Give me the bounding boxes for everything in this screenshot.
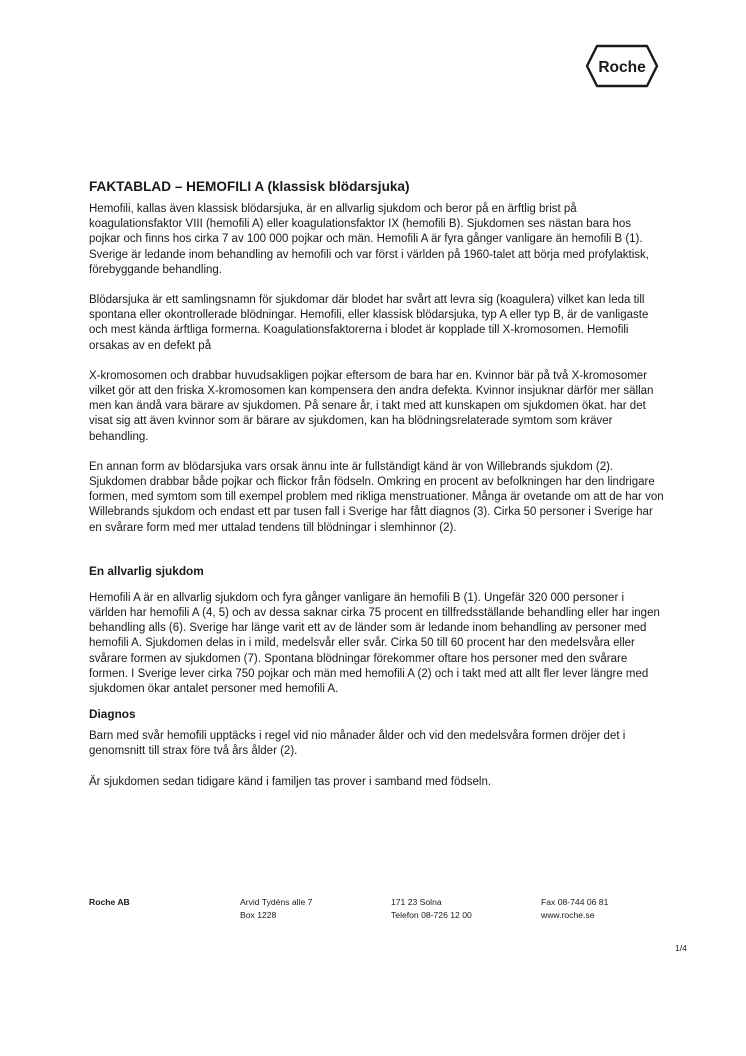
roche-logo-hexagon-icon bbox=[585, 44, 659, 88]
footer-city-phone bbox=[391, 896, 472, 921]
diagnos-paragraph-1: Barn med svår hemofili upptäcks i regel vid nio månader ålder och vid den medelsvåra formen dröjer det i genomsnitt till strax före två års ålder (2). bbox=[89, 730, 626, 758]
footer-address-box: Box 1228 bbox=[240, 909, 277, 920]
intro-paragraph-1: Hemofili, kallas även klassisk blödarsjuka, är en allvarlig sjukdom och beror på en ärftlig brist på koagulationsfaktor VIII (hemofili A) eller koagulationsfaktor IX (hemofili B). Sjukdomen ses nästan bara hos pojkar och finns hos cirka 7 av 100 000 pojkar och män. Hemofili A är fyra gånger vanligare än hemofili B (1). Sverige är ledande inom behandling av hemofili och var först i världen på 1960-talet att börja med profylaktisk, förebyggande behandling. bbox=[89, 203, 649, 276]
page-title: FAKTABLAD – HEMOFILI A (klassisk blödarsjuka) bbox=[89, 179, 410, 194]
footer-address-street: Arvid Tydéns alle 7 bbox=[240, 897, 313, 907]
section-allvarlig-text: Hemofili A är en allvarlig sjukdom och fyra gånger vanligare än hemofili B (1). Ungefär 320 000 personer i världen har hemofili A (4, 5) och av dessa saknar cirka 75 procent en tillfredsställande behandling eller har ingen behandling alls (6). Sverige har länge varit ett av de länder som är ledande inom behandling av personer med hemofili A. Sjukdomen delas in i mild, medelsvår eller svår. Cirka 50 till 60 procent har den medelsvåra eller svårare formen av sjukdomen (7). Spontana blödningar förekommer oftare hos personer med den svårare formen. I Sverige lever cirka 750 pojkar och män med hemofili A (2) och i takt med att allt fler lever längre med sjukdomen ökar antalet personer med hemofili A. bbox=[89, 591, 660, 696]
footer-company: Roche AB bbox=[89, 897, 130, 907]
footer-web-link[interactable]: www.roche.se bbox=[541, 909, 595, 920]
intro-paragraph-2: Blödarsjuka är ett samlingsnamn för sjukdomar där blodet har svårt att levra sig (koagulera) vilket kan leda till spontana eller okontrollerade blödningar. Hemofili, eller klassisk blödarsjuka, typ A eller typ B, är de vanligaste och mest kända ärftliga formerna. Koagulationsfaktorerna i blodet är kopplade till X-kromosomen. Hemofili orsakas av en defekt på bbox=[89, 294, 649, 352]
intro-paragraph-4: En annan form av blödarsjuka vars orsak ännu inte är fullständigt känd är von Willebrands sjukdom (2). Sjukdomen drabbar både pojkar och flickor från födseln. Omkring en procent av befolkningen har den lindrigare formen, med symtom som till exempel problem med rikliga menstruationer. Många är ovetande om att de har von Willebrands sjukdom och endast ett par tusen fall i Sverige har fått diagnos (3). Cirka 50 personer i Sverige har en svårare form med mer uttalad tendens till blödningar i slemhinnor (2). bbox=[89, 460, 664, 534]
footer-address bbox=[240, 896, 312, 921]
intro-paragraph-3: X-kromosomen och drabbar huvudsakligen pojkar eftersom de bara har en. Kvinnor bär på två X-kromosomer vilket gör att den friska X-kromosomen kan kompensera den andra defekta. Kvinnor insjuknar därför mer sällan men kan ändå vara bärare av sjukdomen. På senare år, i takt med att kunskapen om sjukdomen ökat. har det visat sig att även kvinnor som är bärare av sjukdomen, kan ha blödningsrelaterade symtom som kräver behandling. bbox=[89, 369, 654, 443]
section-heading-diagnos: Diagnos bbox=[89, 707, 136, 722]
section-heading-allvarlig: En allvarlig sjukdom bbox=[89, 563, 204, 578]
footer-fax: Fax 08-744 06 81 bbox=[541, 897, 609, 907]
roche-logo bbox=[585, 44, 659, 88]
page-number: 1/4 bbox=[675, 943, 687, 953]
footer-phone: Telefon 08-726 12 00 bbox=[391, 909, 472, 920]
footer-fax-web bbox=[541, 896, 608, 921]
diagnos-paragraph-2: Är sjukdomen sedan tidigare känd i familjen tas prover i samband med födseln. bbox=[89, 775, 492, 788]
document-body bbox=[89, 178, 664, 805]
roche-logo-text: Roche bbox=[598, 59, 646, 76]
footer-city: 171 23 Solna bbox=[391, 897, 442, 907]
